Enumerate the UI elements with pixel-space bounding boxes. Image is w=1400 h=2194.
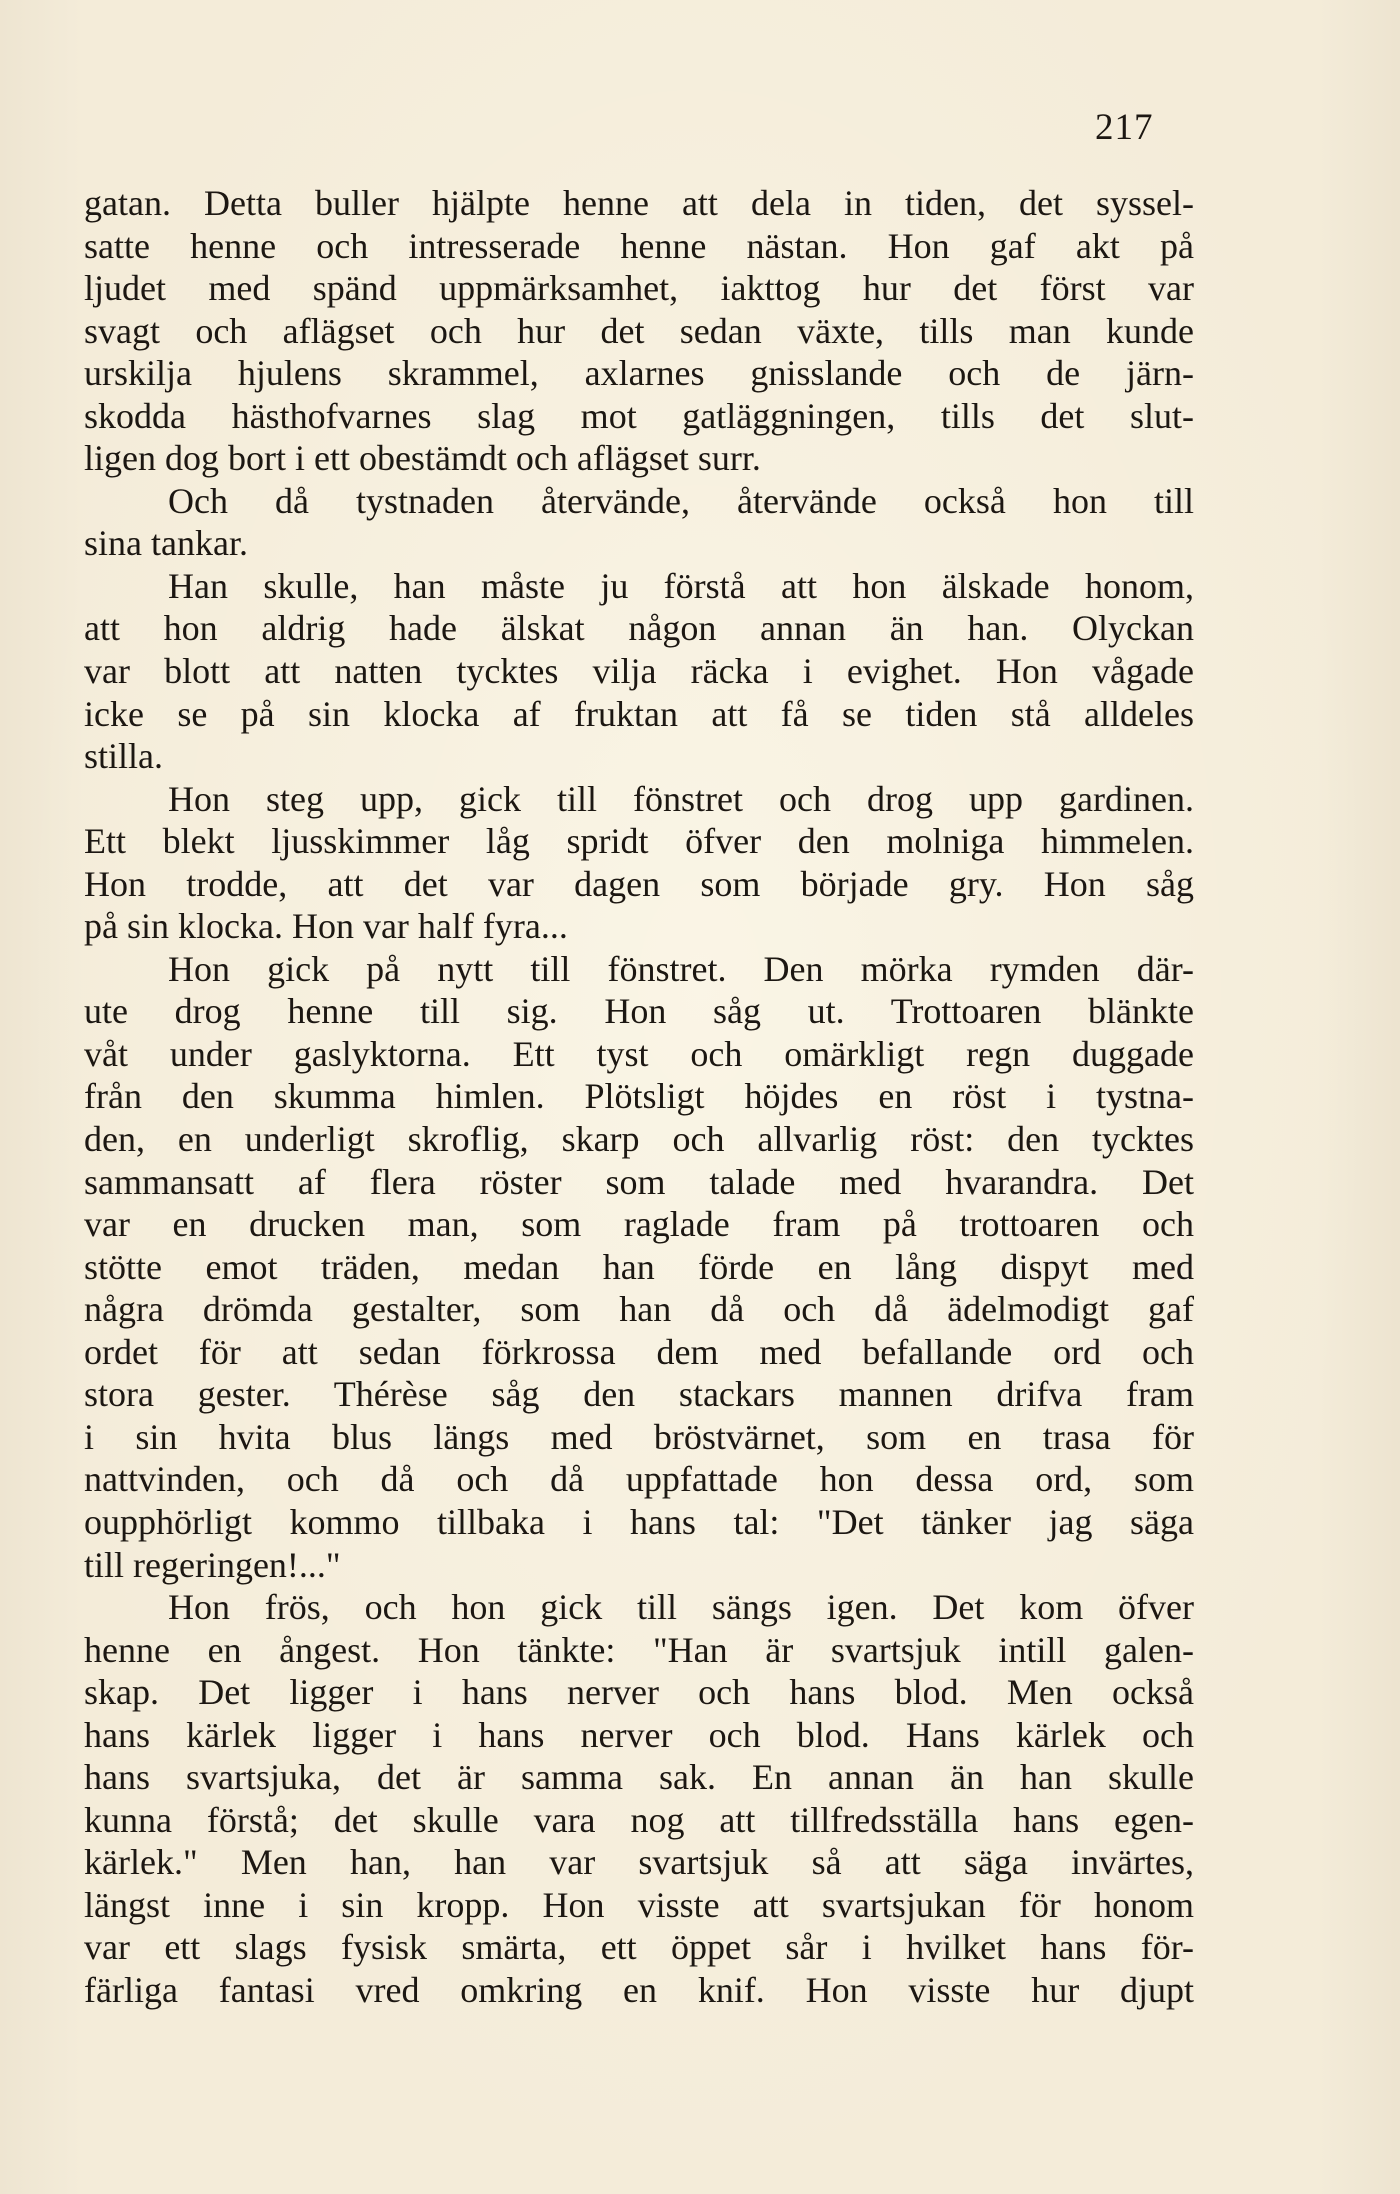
text-line: hans svartsjuka, det är samma sak. En annan än han skulle bbox=[84, 1757, 1194, 1798]
text-line: gatan. Detta buller hjälpte henne att dela in tiden, det syssel- bbox=[84, 183, 1194, 223]
text-line: ordet för att sedan förkrossa dem med befallande ord och bbox=[84, 1331, 1194, 1372]
text-line: kärlek." Men han, han var svartsjuk så att säga invärtes, bbox=[84, 1842, 1194, 1883]
text-line: stilla. bbox=[84, 736, 163, 777]
text-line: färliga fantasi vred omkring en knif. Hon visste hur djupt bbox=[84, 1969, 1194, 2010]
text-line: ute drog henne till sig. Hon såg ut. Trottoaren blänkte bbox=[84, 991, 1194, 1032]
text-line: att hon aldrig hade älskat någon annan än han. Olyckan bbox=[84, 608, 1194, 649]
text-line: stötte emot träden, medan han förde en lång dispyt med bbox=[84, 1246, 1194, 1287]
text-line: ljudet med spänd uppmärksamhet, iakttog hur det först var bbox=[84, 268, 1194, 309]
body-text bbox=[84, 182, 1194, 2012]
text-line: var blott att natten tycktes vilja räcka i evighet. Hon vågade bbox=[84, 651, 1194, 692]
text-line: svagt och aflägset och hur det sedan växte, tills man kunde bbox=[84, 310, 1194, 351]
text-line: sina tankar. bbox=[84, 523, 248, 564]
text-line: icke se på sin klocka af fruktan att få se tiden stå alldeles bbox=[84, 693, 1194, 734]
text-line: Hon steg upp, gick till fönstret och drog upp gardinen. bbox=[168, 778, 1194, 819]
text-line: Hon gick på nytt till fönstret. Den mörka rymden där- bbox=[168, 948, 1194, 989]
text-line: skap. Det ligger i hans nerver och hans blod. Men också bbox=[84, 1672, 1194, 1713]
text-line: hans kärlek ligger i hans nerver och blod. Hans kärlek och bbox=[84, 1714, 1194, 1755]
text-line: stora gester. Thérèse såg den stackars mannen drifva fram bbox=[84, 1374, 1194, 1415]
text-line: kunna förstå; det skulle vara nog att tillfredsställa hans egen- bbox=[84, 1799, 1194, 1840]
text-line: från den skumma himlen. Plötsligt höjdes en röst i tystna- bbox=[84, 1076, 1194, 1117]
text-line: Hon frös, och hon gick till sängs igen. Det kom öfver bbox=[168, 1587, 1194, 1628]
text-line: på sin klocka. Hon var half fyra... bbox=[84, 906, 568, 947]
text-line: urskilja hjulens skrammel, axlarnes gnisslande och de järn- bbox=[84, 353, 1194, 394]
text-line: oupphörligt kommo tillbaka i hans tal: "Det tänker jag säga bbox=[84, 1501, 1194, 1542]
text-line: var ett slags fysisk smärta, ett öppet sår i hvilket hans för- bbox=[84, 1927, 1194, 1968]
text-line: längst inne i sin kropp. Hon visste att svartsjukan för honom bbox=[84, 1884, 1194, 1925]
text-line: henne en ångest. Hon tänkte: "Han är svartsjuk intill galen- bbox=[84, 1629, 1194, 1670]
page-number: 217 bbox=[1095, 107, 1154, 148]
text-line: Ett blekt ljusskimmer låg spridt öfver den molniga himmelen. bbox=[84, 821, 1194, 862]
text-line: var en drucken man, som raglade fram på trottoaren och bbox=[84, 1204, 1194, 1245]
text-line: satte henne och intresserade henne nästan. Hon gaf akt på bbox=[84, 225, 1194, 266]
text-line: några drömda gestalter, som han då och då ädelmodigt gaf bbox=[84, 1289, 1194, 1330]
text-line: skodda hästhofvarnes slag mot gatläggningen, tills det slut- bbox=[84, 395, 1194, 436]
text-line: i sin hvita blus längs med bröstvärnet, som en trasa för bbox=[84, 1416, 1194, 1457]
text-line: till regeringen!..." bbox=[84, 1544, 341, 1585]
text-line: sammansatt af flera röster som talade med hvarandra. Det bbox=[84, 1161, 1194, 1202]
text-line: ligen dog bort i ett obestämdt och aflägset surr. bbox=[84, 438, 761, 479]
text-line: nattvinden, och då och då uppfattade hon dessa ord, som bbox=[84, 1459, 1194, 1500]
text-line: Och då tystnaden återvände, återvände också hon till bbox=[168, 480, 1194, 521]
text-line: Hon trodde, att det var dagen som började gry. Hon såg bbox=[84, 863, 1194, 904]
text-line: den, en underligt skroflig, skarp och allvarlig röst: den tycktes bbox=[84, 1119, 1194, 1160]
text-line: våt under gaslyktorna. Ett tyst och omärkligt regn duggade bbox=[84, 1033, 1194, 1074]
text-line: Han skulle, han måste ju förstå att hon älskade honom, bbox=[168, 565, 1194, 606]
